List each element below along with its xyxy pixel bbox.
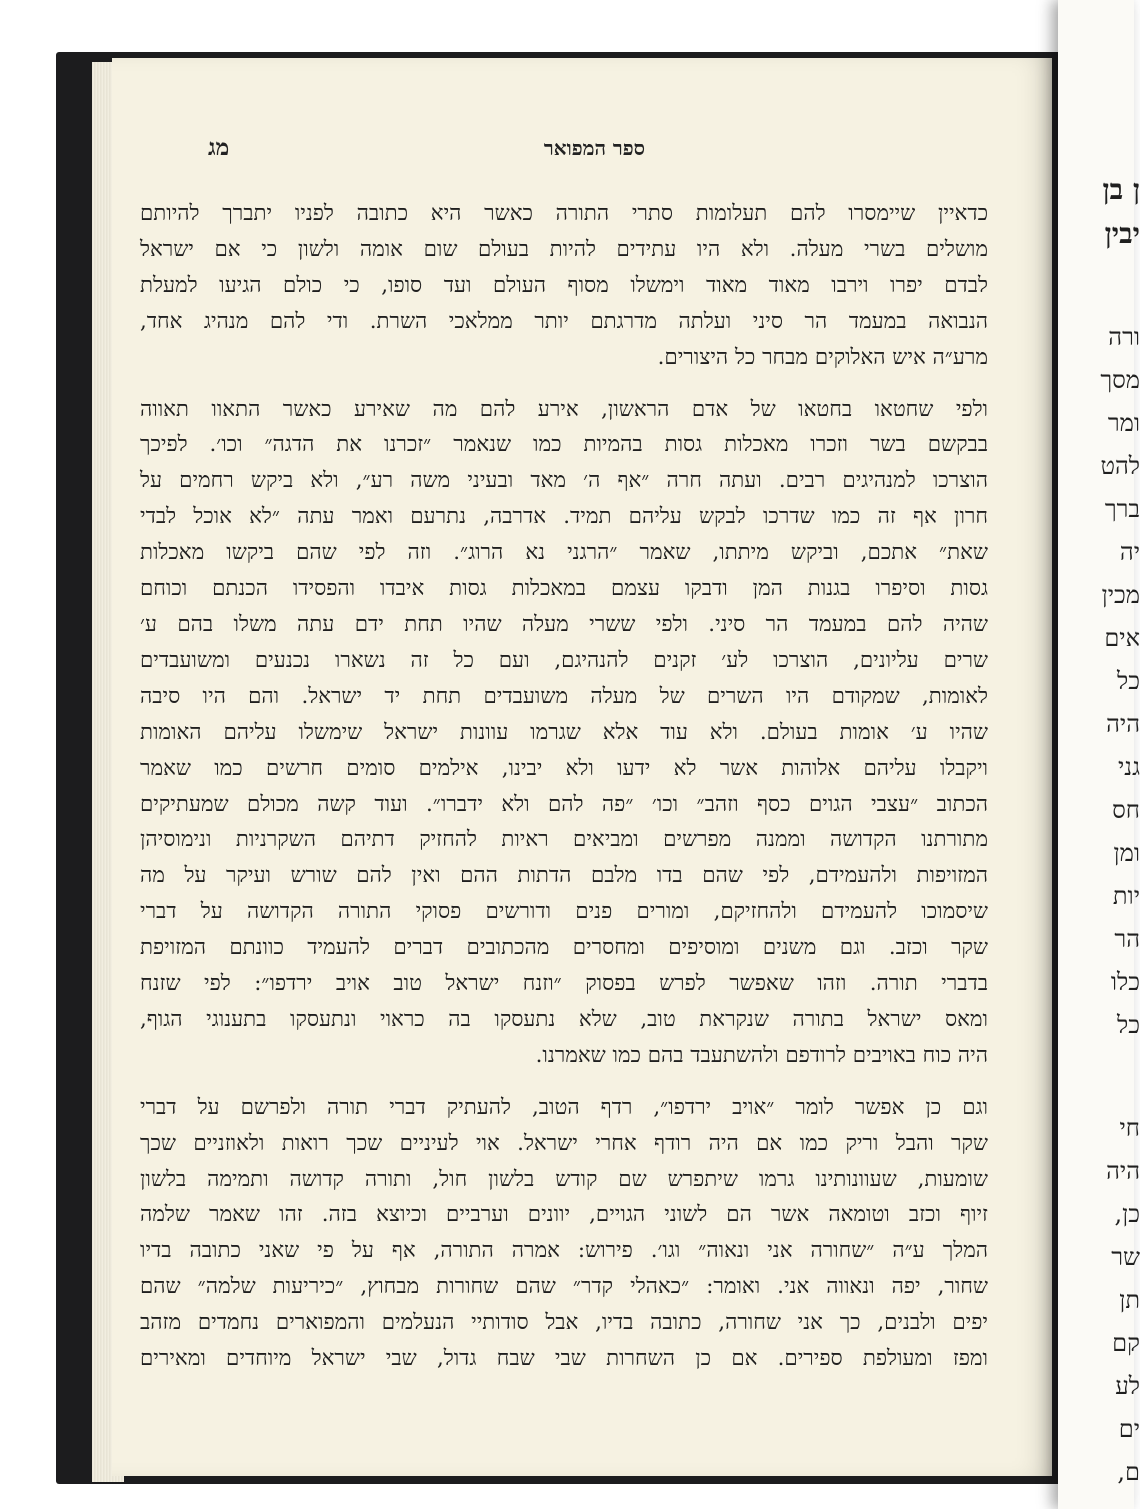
text-line: מושלים בשרי מעלה. ולא היו עתידים להיות בעולם שום אומה ולשון כי אם ישראל — [140, 236, 988, 262]
text-line: הנבואה במעמד הר סיני ועלתה מדרגתם יותר ממלאכי השרת. ודי להם מנהיג אחד, — [140, 308, 988, 334]
facing-line: חי — [1119, 1114, 1140, 1142]
text-line: שומעות, שעוונותינו גרמו שיתפרש שם קודש בלשון חול, ותורה קדושה ותמימה בלשון — [140, 1166, 988, 1192]
text-line: ויקבלו עליהם אלוהות אשר לא ידעו ולא יבינו, אילמים סומים חרשים כמו שאמר — [140, 755, 988, 781]
facing-line: חס — [1112, 796, 1140, 824]
facing-line: ם, — [1117, 1458, 1140, 1486]
text-line: ומפז ומעולפת ספירים. אם כן השחרות שבי שבח גדול, שבי ישראל מיוחדים ומאירים — [140, 1346, 988, 1372]
facing-line: תן — [1119, 1286, 1140, 1314]
text-line: הכתוב ״עצבי הגוים כסף וזהב״ וכו׳ ״פה להם ולא ידברו״. ועוד קשה מכולם שמעתיקים — [140, 791, 988, 817]
text-line: ולפי שחטאו בחטאו של אדם הראשון, אירע להם מה שאירע כאשר התאוו תאווה — [140, 396, 988, 422]
facing-line: ומן — [1113, 839, 1140, 867]
text-line: גסות וסיפרו בגנות המן ודבקו עצמם במאכלות גסות איבדו והפסידו הכנתם וכוחם — [140, 576, 988, 602]
text-line: שקר וכזב. וגם משנים ומוסיפים ומחסרים מהכתובים דברים להעמיד כוונתם המזויפת — [140, 935, 988, 961]
facing-line: ן בן — [1102, 173, 1140, 206]
facing-line: היה — [1106, 710, 1140, 738]
facing-line: מסך — [1100, 366, 1140, 394]
text-line: שאת״ אתכם, וביקש מיתתו, שאמר ״הרגני נא הרוג״. וזה לפי שהם ביקשו מאכלות — [140, 540, 988, 566]
facing-line: ברך — [1104, 495, 1140, 523]
text-line: וגם כן אפשר לומר ״אויב ירדפו״, רדף הטוב, להעתיק דברי תורה ולפרשם על דברי — [140, 1094, 988, 1120]
text-line: לאומות, שמקודם היו השרים של מעלה משועבדים תחת יד ישראל. והם היו סיבה — [140, 683, 988, 709]
facing-line: היה — [1106, 1157, 1140, 1185]
facing-line: לע — [1115, 1372, 1140, 1400]
paragraph — [140, 196, 988, 376]
facing-line: הר — [1114, 925, 1140, 953]
text-line: בדברי תורה. וזהו שאפשר לפרש בפסוק ״וזנח ישראל טוב אויב ירדפו״: לפי שזנח — [140, 971, 988, 997]
text-line: מרע״ה איש האלוקים מבחר כל היצורים. — [657, 344, 988, 370]
running-title: ספר המפואר — [543, 136, 645, 160]
text-line: שרים עליונים, הוצרכו לע׳ זקנים להנהיגם, ועם כל זה נשארו נכנעים ומשועבדים — [140, 647, 988, 673]
facing-line: להט — [1100, 452, 1140, 480]
text-line: לבדם יפרו וירבו מאוד מאוד וימשלו מסוף העולם ועד סופו, כי כולם הגיעו למעלת — [140, 272, 988, 298]
facing-line: ורה — [1108, 323, 1140, 351]
text-line: הוצרכו למנהיגים רבים. ועתה חרה ״אף ה׳ מאד ובעיני משה רע״, ולא ביקש רחמים על — [140, 468, 988, 494]
facing-line: כל — [1117, 667, 1140, 695]
paragraph — [140, 392, 988, 1074]
text-line: שחור, יפה ונאווה אני. ואומר: ״כאהלי קדר״ שהם שחורות מבחוץ, ״כיריעות שלמה״ שהם — [140, 1274, 988, 1300]
facing-line: כן, — [1114, 1200, 1140, 1228]
facing-line: יבין — [1104, 217, 1140, 250]
page-number: מג — [208, 134, 230, 161]
facing-line: ים — [1118, 1415, 1140, 1443]
text-line: זיוף וכזב וטומאה אשר הם לשוני הגויים, יוונים וערביים וכיוצא בזה. זהו שאמר שלמה — [140, 1202, 988, 1228]
text-line: שהיה להם במעמד הר סיני. ולפי ששרי מעלה שהיו תחת ידם עתה משלו בהם ע׳ — [140, 611, 988, 637]
text-line: שיסמוכו להעמידם ולהחזיקם, ומורים פנים ודורשים פסוקי התורה הקדושה על דברי — [140, 899, 988, 925]
text-line: כדאיין שיימסרו להם תעלומות סתרי התורה כאשר היא כתובה לפניו יתברך להיותם — [140, 201, 988, 226]
text-line: המלך ע״ה ״שחורה אני ונאוה״ וגו׳. פירוש: אמרה התורה, אף על פי שאני כתובה בדיו — [140, 1238, 988, 1264]
text-line: שהיו ע׳ אומות בעולם. ולא עוד אלא שגרמו עוונות ישראל שימשלו עליהם האומות — [140, 719, 988, 745]
text-line: מתורתנו הקדושה וממנה מפרשים ומביאים ראיות להחזיק דתיהם השקרניות ונימוסיהן — [140, 827, 988, 853]
body-text — [140, 196, 988, 1393]
text-line: יפים ולבנים, כך אני שחורה, כתובה בדיו, אבל סודותיי הנעלמים והמפוארים נחמדים מזהב — [140, 1310, 988, 1336]
text-line: המזויפות ולהעמידם, לפי שהם בדו מלבם הדתות ההם ואין להם שורש ועיקר על מה — [140, 863, 988, 889]
facing-page-text — [1020, 168, 1140, 1494]
facing-line: ומר — [1107, 409, 1140, 437]
facing-line: יה — [1119, 538, 1140, 566]
facing-line: מכין — [1101, 581, 1140, 609]
facing-line: אים — [1104, 624, 1140, 652]
facing-line: יות — [1112, 882, 1140, 910]
facing-line: כל — [1117, 1011, 1140, 1039]
facing-line: שר — [1111, 1243, 1140, 1271]
text-line: חרון אף זה כמו שדרכו לבקש עליהם תמיד. אדרבה, נתרעם ואמר עתה ״לא אוכל לבדי — [140, 504, 988, 530]
facing-line: גני — [1117, 753, 1140, 781]
text-line: בבקשם בשר וזכרו מאכלות גסות בהמיות כמו שנאמר ״זכרנו את הדגה״ וכו׳. לפיכך — [140, 432, 988, 458]
facing-line: קם — [1112, 1329, 1140, 1357]
facing-line: כלו — [1110, 968, 1140, 996]
text-line: ומאס ישראל בתורה שנקראת טוב, שלא נתעסקו בה כראוי ונתעסקו בתענוגי הגוף, — [140, 1006, 988, 1032]
paragraph — [140, 1090, 988, 1377]
page-header — [150, 136, 990, 166]
text-line: היה כוח באויבים לרודפם ולהשתעבד בהם כמו שאמרנו. — [535, 1042, 988, 1068]
text-line: שקר והבל וריק כמו אם היה רודף אחרי ישראל. אוי לעיניים שכך רואות ולאוזניים שכך — [140, 1130, 988, 1156]
facing-page — [1058, 0, 1140, 1509]
